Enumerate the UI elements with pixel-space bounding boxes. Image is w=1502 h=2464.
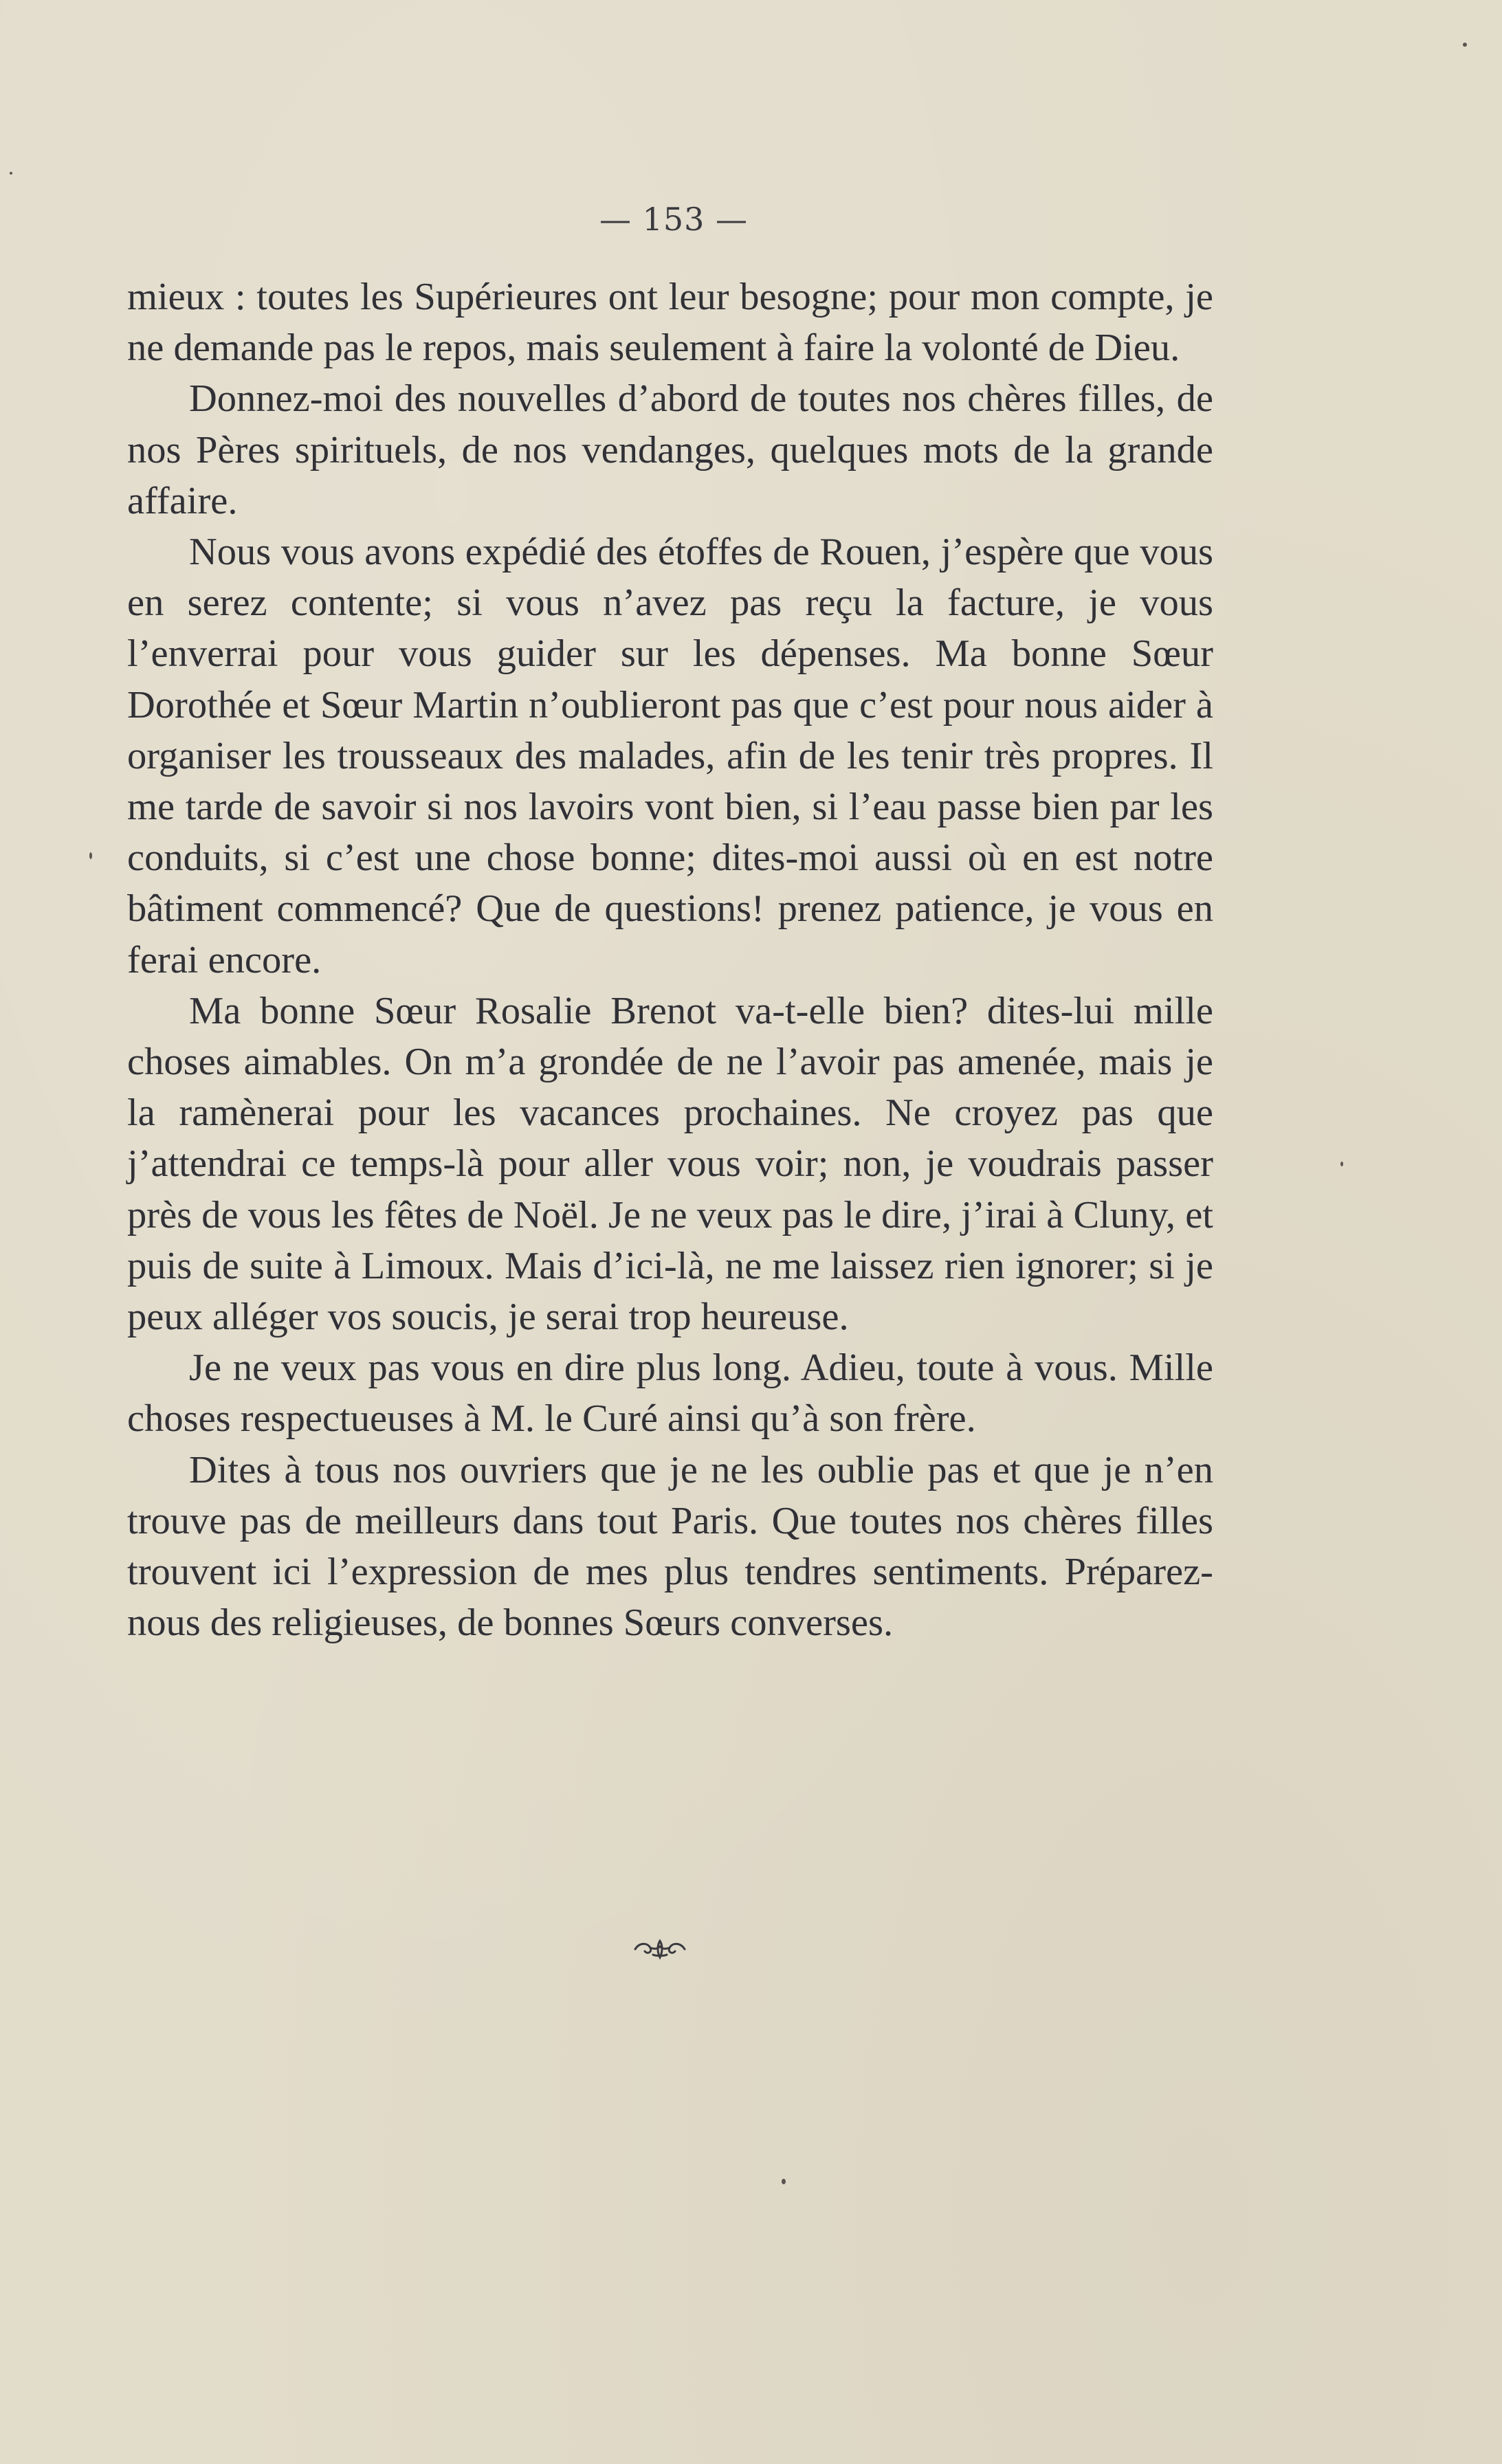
paragraph-5: Je ne veux pas vous en dire plus long. Adieu, toute à vous. Mille choses respectueuses à M. le Curé ainsi qu’à son frère.: [127, 1346, 1213, 1441]
paragraph-6: Dites à tous nos ouvriers que je ne les oublie pas et que je n’en trouve pas de meilleurs dans tout Paris. Que toutes nos chères filles trouvent ici l’expression de mes plus tendres sentiments. Préparez-nous des religieuses, de bonnes Sœurs converses.: [127, 1448, 1213, 1645]
paragraph-3: Nous vous avons expédié des étoffes de Rouen, j’espère que vous en serez contente; si vous n’avez pas reçu la facture, je vous l’enverrai pour vous guider sur les dépenses. Ma bonne Sœur Dorothée et Sœur Martin n’oublieront pas que c’est pour nous aider à organiser les trousseaux des malades, afin de les tenir très propres. Il me tarde de savoir si nos lavoirs vont bien, si l’eau passe bien par les conduits, si c’est une chose bonne; dites-moi aussi où en est notre bâtiment commencé? Que de questions! prenez patience, je vous en ferai encore.: [127, 531, 1213, 981]
page-number: — 153 —: [599, 201, 749, 238]
paragraph-4: Ma bonne Sœur Rosalie Brenot va-t-elle bien? dites-lui mille choses aimables. On m’a grondée de ne l’avoir pas amenée, mais je la ramènerai pour les vacances prochaines. Ne croyez pas que j’attendrai ce temps-là pour aller vous voir; non, je voudrais passer près de vous les fêtes de Noël. Je ne veux pas le dire, j’irai à Cluny, et puis de suite à Limoux. Mais d’ici-là, ne me laissez rien ignorer; si je peux alléger vos soucis, je serai trop heureuse.: [127, 989, 1213, 1339]
paragraph-2: Donnez-moi des nouvelles d’abord de toutes nos chères filles, de nos Pères spirituels, de nos vendanges, quelques mots de la grande affaire.: [127, 377, 1213, 522]
paper-speck: [782, 2179, 786, 2184]
paper-speck: [10, 172, 12, 175]
paragraph-1: mieux : toutes les Supérieures ont leur besogne; pour mon compte, je ne demande pas le repos, mais seulement à faire la volonté de Dieu.: [127, 276, 1213, 370]
fleuron-ornament-icon: [632, 1937, 687, 1960]
letter-body: [127, 271, 1213, 1648]
paper-speck: [1463, 43, 1467, 47]
paper-speck: [89, 852, 92, 859]
paper-speck: [1340, 1162, 1343, 1166]
